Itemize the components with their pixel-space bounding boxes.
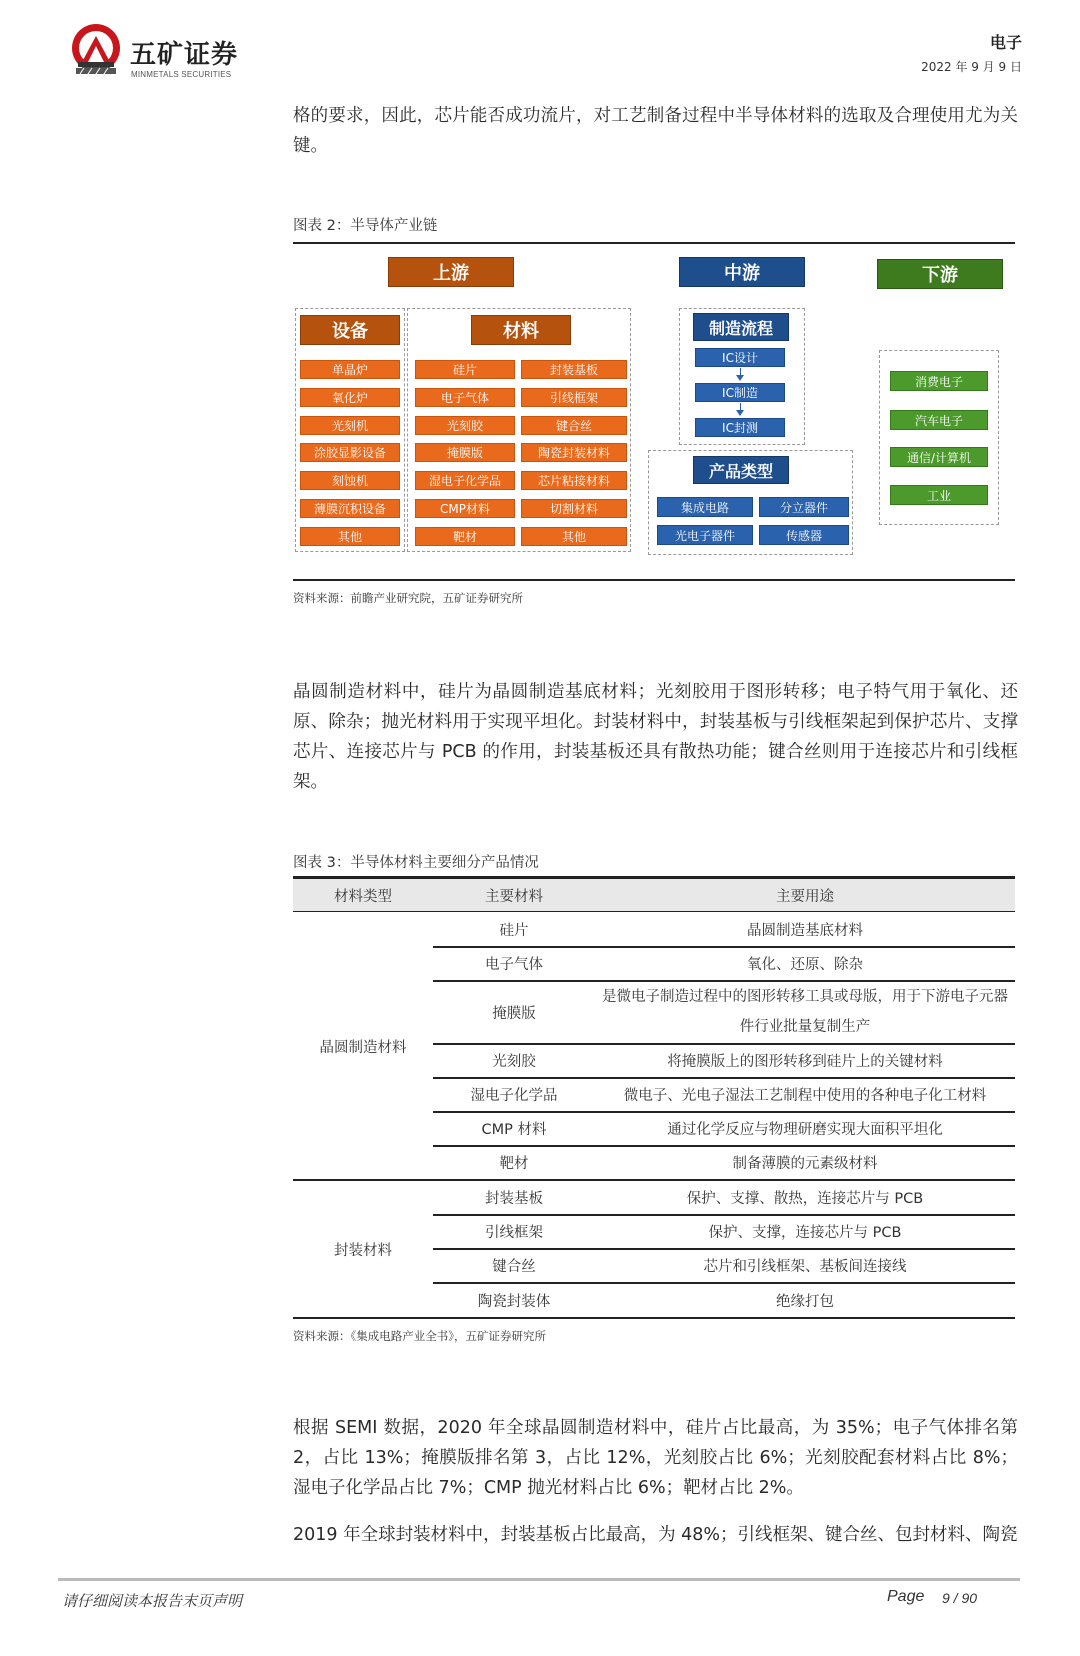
product-item: 光电子器件 (657, 525, 753, 545)
material-item: 键合丝 (521, 416, 627, 435)
product-item: 集成电路 (657, 497, 753, 517)
upstream-header: 上游 (388, 257, 514, 287)
equipment-item: 其他 (300, 527, 400, 546)
equipment-item: 单晶炉 (300, 360, 400, 379)
paragraph-2: 晶圆制造材料中，硅片为晶圆制造基底材料；光刻胶用于图形转移；电子特气用于氧化、还原、除杂；抛光材料用于实现平坦化。封装材料中，封装基板与引线框架起到保护芯片、支撑芯片、连接芯片与 PCB 的作用，封装基板还具有散热功能；键合丝则用于连接芯片和引线框架。 (293, 682, 1018, 792)
equipment-item: 氧化炉 (300, 388, 400, 407)
materials-header: 材料 (471, 315, 571, 345)
material-item: 封装基板 (521, 360, 627, 379)
table-row-material: 封装基板 (485, 1191, 543, 1207)
table-row-material: 引线框架 (485, 1225, 543, 1241)
header-main-material: 主要材料 (485, 889, 543, 905)
header-material-type: 材料类型 (334, 889, 392, 905)
figure-2-top-rule (293, 242, 1015, 244)
table-row-use: 芯片和引线框架、基板间连接线 (703, 1259, 907, 1275)
material-item: 切割材料 (521, 499, 627, 518)
material-item: 硅片 (415, 360, 515, 379)
report-category: 电子 (989, 33, 1022, 52)
footer-disclaimer-note: 请仔细阅读本报告末页声明 (62, 1592, 243, 1610)
footer-page-number: 9 / 90 (942, 1590, 978, 1606)
equipment-item: 薄膜沉积设备 (300, 499, 400, 518)
logo-chinese-name: 五矿证券 (130, 40, 239, 70)
paragraph-3: 根据 SEMI 数据，2020 年全球晶圆制造材料中，硅片占比最高，为 35%；电子气体排名第 2，占比 13%；掩膜版排名第 3，占比 12%，光刻胶占比 6%；光刻胶配套材料占比 8%；湿电子化学品占比 7%；CMP 抛光材料占比 6%；靶材占比 2%。 (293, 1418, 1018, 1498)
table-row-material: CMP 材料 (481, 1122, 547, 1138)
product-header: 产品类型 (693, 456, 789, 484)
table-header-row (293, 876, 1015, 912)
table-row-material: 靶材 (499, 1156, 529, 1172)
table-row-use: 是微电子制造过程中的图形转移工具或母版，用于下游电子元器件行业批量复制生产 (602, 989, 1008, 1035)
downstream-item: 消费电子 (890, 371, 988, 391)
group-type-wafer: 晶圆制造材料 (319, 1039, 407, 1056)
material-item: 掩膜版 (415, 443, 515, 462)
table-row-material: 陶瓷封装体 (477, 1293, 551, 1310)
downstream-header: 下游 (877, 259, 1003, 289)
process-step: IC封测 (695, 418, 785, 437)
table-row-material: 掩膜版 (492, 1005, 536, 1022)
process-arrow-line (740, 403, 741, 410)
product-item: 传感器 (759, 525, 849, 545)
process-header: 制造流程 (693, 313, 789, 341)
table-row-use: 微电子、光电子湿法工艺制程中使用的各种电子化工材料 (623, 1088, 987, 1104)
table-row-material: 键合丝 (492, 1259, 536, 1275)
equipment-item: 刻蚀机 (300, 471, 400, 490)
table-row-use: 氧化、还原、除杂 (747, 957, 863, 973)
figure-2-bottom-rule (293, 579, 1015, 581)
midstream-header: 中游 (679, 257, 805, 287)
table-row-use: 晶圆制造基底材料 (747, 922, 863, 939)
table-bottom-rule (293, 1317, 1015, 1319)
table-row-material: 电子气体 (485, 957, 543, 973)
table-row-use: 绝缘打包 (776, 1293, 834, 1310)
equipment-item: 光刻机 (300, 416, 400, 435)
equipment-item: 涂胶显影设备 (300, 443, 400, 462)
material-item: 芯片粘接材料 (521, 471, 627, 490)
figure-2-title: 图表 2：半导体产业链 (293, 218, 438, 234)
material-item: CMP材料 (415, 499, 515, 518)
material-item: 靶材 (415, 527, 515, 546)
table-row-material: 光刻胶 (492, 1054, 536, 1070)
logo-english-name: MINMETALS SECURITIES (131, 70, 232, 79)
arrow-down-icon (736, 375, 744, 381)
table-row-use: 制备薄膜的元素级材料 (732, 1156, 878, 1172)
table-row-material: 硅片 (499, 922, 529, 939)
footer-page-label: Page (887, 1588, 925, 1605)
paragraph-4: 2019 年全球封装材料中，封装基板占比最高，为 48%；引线框架、键合丝、包封材料、陶瓷 (293, 1525, 1018, 1545)
downstream-item: 工业 (890, 485, 988, 505)
table-row-use: 通过化学反应与物理研磨实现大面积平坦化 (667, 1122, 943, 1138)
table-row-use: 将掩膜版上的图形转移到硅片上的关键材料 (667, 1054, 943, 1070)
table-row-material: 湿电子化学品 (470, 1088, 558, 1104)
figure-3-source: 资料来源：《集成电路产业全书》，五矿证券研究所 (293, 1329, 546, 1343)
group-type-packaging: 封装材料 (334, 1242, 392, 1259)
footer-rule (58, 1578, 1020, 1581)
report-date: 2022 年 9 月 9 日 (921, 60, 1022, 74)
header-main-use: 主要用途 (776, 889, 834, 905)
material-item: 光刻胶 (415, 416, 515, 435)
material-item: 其他 (521, 527, 627, 546)
equipment-header: 设备 (300, 315, 400, 345)
material-item: 电子气体 (415, 388, 515, 407)
material-item: 湿电子化学品 (415, 471, 515, 490)
product-item: 分立器件 (759, 497, 849, 517)
company-logo (68, 22, 248, 82)
material-item: 陶瓷封装材料 (521, 443, 627, 462)
table-row-use: 保护、支撑、散热，连接芯片与 PCB (686, 1191, 924, 1207)
figure-2-source: 资料来源：前瞻产业研究院，五矿证券研究所 (293, 591, 523, 605)
material-item: 引线框架 (521, 388, 627, 407)
minmetals-emblem-icon (68, 22, 124, 80)
arrow-down-icon (736, 410, 744, 416)
downstream-item: 通信/计算机 (890, 447, 988, 467)
paragraph-1: 格的要求，因此，芯片能否成功流片，对工艺制备过程中半导体材料的选取及合理使用尤为关键。 (293, 106, 1018, 156)
table-row-use: 保护、支撑，连接芯片与 PCB (708, 1225, 902, 1241)
downstream-item: 汽车电子 (890, 410, 988, 430)
process-step: IC制造 (695, 383, 785, 402)
process-arrow-line (740, 368, 741, 375)
figure-3-title: 图表 3：半导体材料主要细分产品情况 (293, 855, 539, 871)
process-step: IC设计 (695, 348, 785, 367)
industry-chain-diagram (293, 245, 1015, 575)
